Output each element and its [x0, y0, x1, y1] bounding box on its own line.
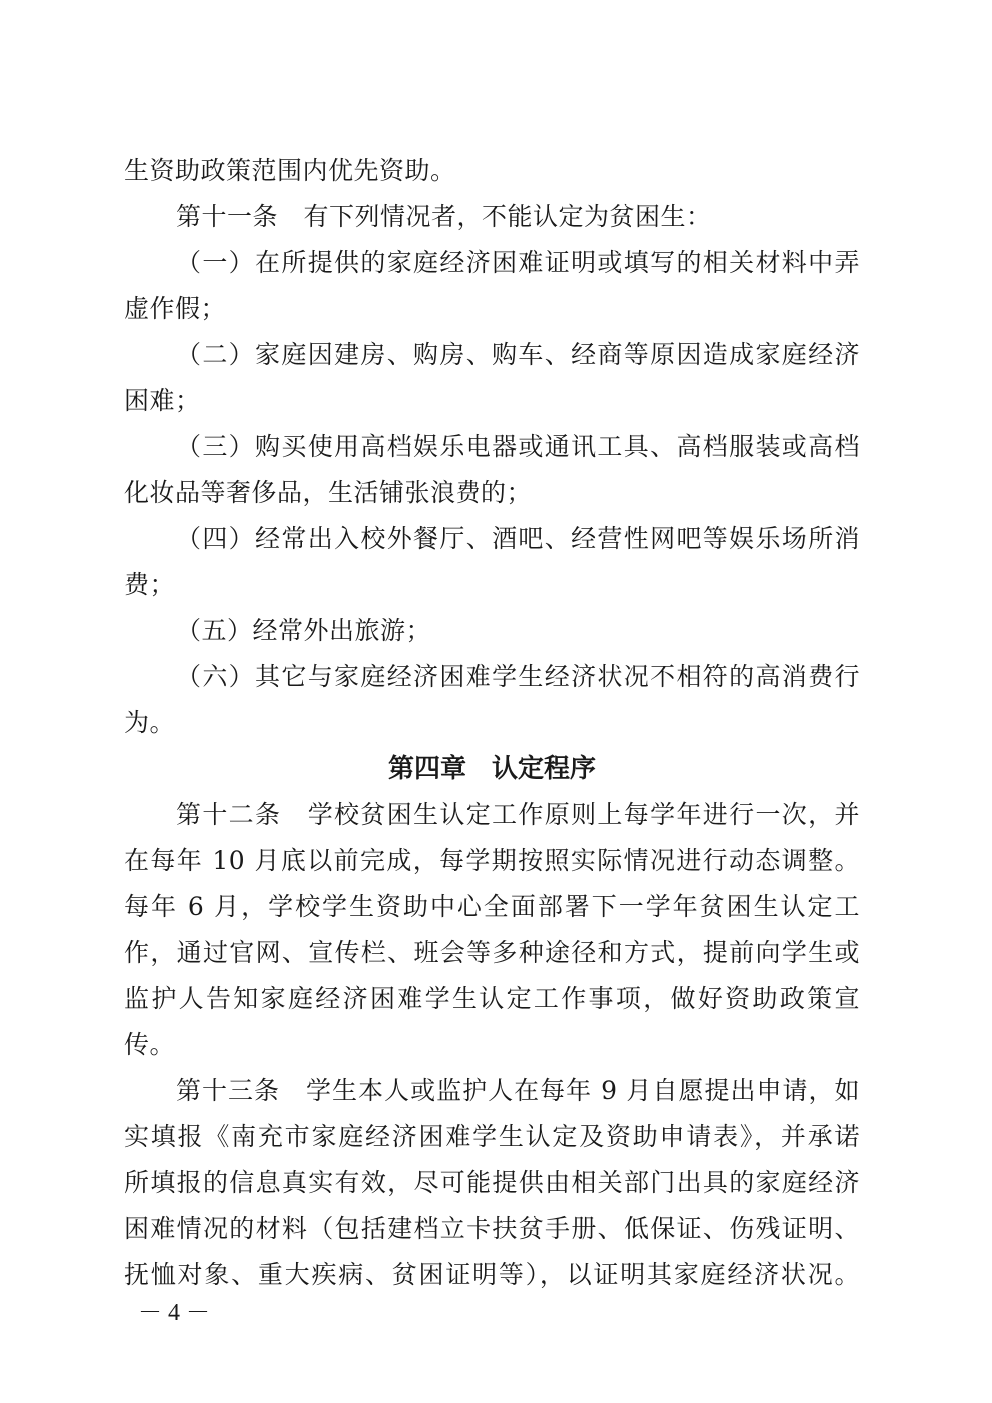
- paragraph-line: （三）购买使用高档娱乐电器或通讯工具、高档服装或高档: [176, 432, 860, 461]
- paragraph-line: 抚恤对象、重大疾病、贫困证明等），以证明其家庭经济状况。: [124, 1260, 860, 1289]
- article-13-line: 第十三条 学生本人或监护人在每年 9 月自愿提出申请，如: [176, 1076, 860, 1105]
- paragraph-line: 每年 6 月，学校学生资助中心全面部署下一学年贫困生认定工: [124, 892, 860, 921]
- paragraph-line: 所填报的信息真实有效，尽可能提供由相关部门出具的家庭经济: [124, 1168, 860, 1197]
- paragraph-line: 传。: [124, 1030, 176, 1059]
- paragraph-line: 实填报《南充市家庭经济困难学生认定及资助申请表》，并承诺: [124, 1122, 860, 1151]
- paragraph-line: 困难情况的材料（包括建档立卡扶贫手册、低保证、伤残证明、: [124, 1214, 860, 1243]
- page-number: － 4 －: [138, 1300, 210, 1326]
- paragraph-line: 监护人告知家庭经济困难学生认定工作事项，做好资助政策宣: [124, 984, 860, 1013]
- article-11-title: 第十一条 有下列情况者，不能认定为贫困生：: [176, 202, 712, 231]
- paragraph-line: 困难；: [124, 386, 201, 415]
- article-12-line: 第十二条 学校贫困生认定工作原则上每学年进行一次，并: [176, 800, 860, 829]
- paragraph-line: （一）在所提供的家庭经济困难证明或填写的相关材料中弄: [176, 248, 860, 277]
- paragraph-line: （五）经常外出旅游；: [176, 616, 432, 645]
- paragraph-line: 作，通过官网、宣传栏、班会等多种途径和方式，提前向学生或: [124, 938, 860, 967]
- paragraph-line: 化妆品等奢侈品，生活铺张浪费的；: [124, 478, 533, 507]
- paragraph-line: 生资助政策范围内优先资助。: [124, 156, 456, 185]
- chapter-heading: 第四章 认定程序: [387, 754, 596, 784]
- paragraph-line: 在每年 10 月底以前完成，每学期按照实际情况进行动态调整。: [124, 846, 860, 875]
- paragraph-line: （二）家庭因建房、购房、购车、经商等原因造成家庭经济: [176, 340, 860, 369]
- paragraph-line: （四）经常出入校外餐厅、酒吧、经营性网吧等娱乐场所消: [176, 524, 860, 553]
- paragraph-line: 为。: [124, 708, 176, 737]
- paragraph-line: 虚作假；: [124, 294, 227, 323]
- paragraph-line: 费；: [124, 570, 176, 599]
- paragraph-line: （六）其它与家庭经济困难学生经济状况不相符的高消费行: [176, 662, 860, 691]
